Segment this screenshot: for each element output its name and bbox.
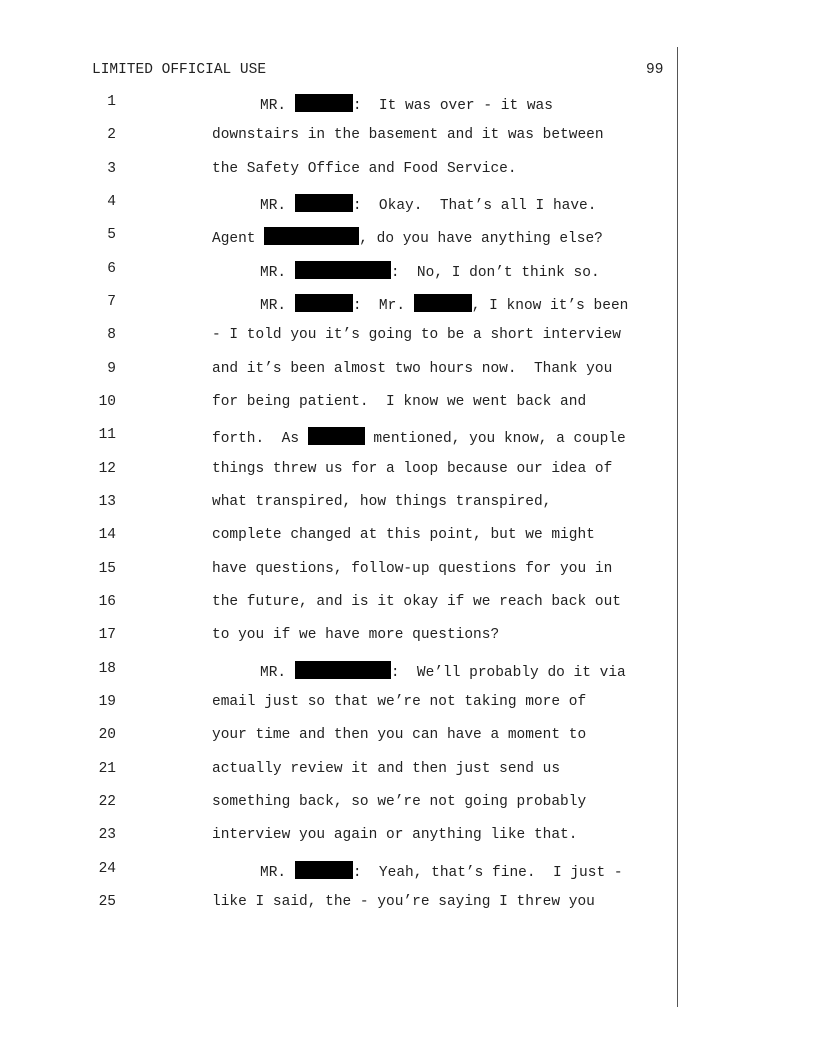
header-classification: LIMITED OFFICIAL USE — [92, 62, 267, 78]
transcript-line — [0, 561, 816, 591]
transcript-line — [0, 761, 816, 791]
transcript-line — [0, 294, 816, 324]
transcript-line — [0, 527, 816, 557]
transcript-line — [0, 194, 816, 224]
line-text: have questions, follow-up questions for you in — [212, 561, 613, 577]
line-text: downstairs in the basement and it was between — [212, 127, 604, 143]
line-number: 3 — [107, 161, 116, 177]
transcript-line — [0, 861, 816, 891]
line-number: 18 — [98, 661, 116, 677]
transcript-line — [0, 594, 816, 624]
line-text: your time and then you can have a moment to — [212, 727, 587, 743]
line-text: actually review it and then just send us — [212, 761, 561, 777]
transcript-line — [0, 261, 816, 291]
line-text: what transpired, how things transpired, — [212, 494, 552, 510]
line-text: Agent , do you have anything else? — [212, 227, 603, 247]
page-number: 99 — [646, 62, 664, 78]
transcript-line — [0, 494, 816, 524]
line-number: 7 — [107, 294, 116, 310]
transcript-line — [0, 727, 816, 757]
line-text: like I said, the - you’re saying I threw you — [212, 894, 595, 910]
transcript-line — [0, 394, 816, 424]
line-number: 24 — [98, 861, 116, 877]
line-text: MR. : Mr. , I know it’s been — [260, 294, 628, 314]
line-text: MR. : Yeah, that’s fine. I just - — [260, 861, 623, 881]
transcript-line — [0, 794, 816, 824]
line-text: for being patient. I know we went back and — [212, 394, 587, 410]
transcript-line — [0, 361, 816, 391]
transcript-line — [0, 161, 816, 191]
line-number: 9 — [107, 361, 116, 377]
redaction-block — [414, 294, 472, 312]
transcript-line — [0, 227, 816, 257]
line-number: 4 — [107, 194, 116, 210]
redaction-block — [295, 294, 353, 312]
redaction-block — [295, 661, 391, 679]
redaction-block — [264, 227, 359, 245]
transcript-line — [0, 827, 816, 857]
redaction-block — [295, 194, 353, 212]
line-number: 13 — [98, 494, 116, 510]
transcript-line — [0, 694, 816, 724]
line-text: interview you again or anything like that. — [212, 827, 578, 843]
line-number: 19 — [98, 694, 116, 710]
transcript-line — [0, 427, 816, 457]
line-number: 16 — [98, 594, 116, 610]
redaction-block — [308, 427, 365, 445]
line-number: 5 — [107, 227, 116, 243]
line-number: 10 — [98, 394, 116, 410]
redaction-block — [295, 861, 353, 879]
line-number: 20 — [98, 727, 116, 743]
line-text: forth. As mentioned, you know, a couple — [212, 427, 626, 447]
line-number: 2 — [107, 127, 116, 143]
line-text: email just so that we’re not taking more of — [212, 694, 587, 710]
line-number: 15 — [98, 561, 116, 577]
line-text: MR. : We’ll probably do it via — [260, 661, 626, 681]
line-text: the future, and is it okay if we reach back out — [212, 594, 621, 610]
line-number: 17 — [98, 627, 116, 643]
transcript-line — [0, 627, 816, 657]
line-number: 14 — [98, 527, 116, 543]
line-number: 1 — [107, 94, 116, 110]
line-text: the Safety Office and Food Service. — [212, 161, 517, 177]
redaction-block — [295, 94, 353, 112]
line-number: 6 — [107, 261, 116, 277]
line-number: 21 — [98, 761, 116, 777]
line-number: 12 — [98, 461, 116, 477]
transcript-line — [0, 894, 816, 924]
line-number: 23 — [98, 827, 116, 843]
transcript-line — [0, 327, 816, 357]
line-text: and it’s been almost two hours now. Thank you — [212, 361, 613, 377]
line-text: something back, so we’re not going probably — [212, 794, 587, 810]
line-text: MR. : It was over - it was — [260, 94, 553, 114]
line-text: MR. : No, I don’t think so. — [260, 261, 600, 281]
line-text: - I told you it’s going to be a short interview — [212, 327, 621, 343]
line-text: things threw us for a loop because our idea of — [212, 461, 613, 477]
line-number: 22 — [98, 794, 116, 810]
transcript-line — [0, 661, 816, 691]
line-number: 11 — [98, 427, 116, 443]
redaction-block — [295, 261, 391, 279]
transcript-line — [0, 127, 816, 157]
transcript-line — [0, 461, 816, 491]
line-number: 8 — [107, 327, 116, 343]
line-number: 25 — [98, 894, 116, 910]
line-text: to you if we have more questions? — [212, 627, 500, 643]
line-text: MR. : Okay. That’s all I have. — [260, 194, 596, 214]
transcript-line — [0, 94, 816, 124]
line-text: complete changed at this point, but we might — [212, 527, 595, 543]
